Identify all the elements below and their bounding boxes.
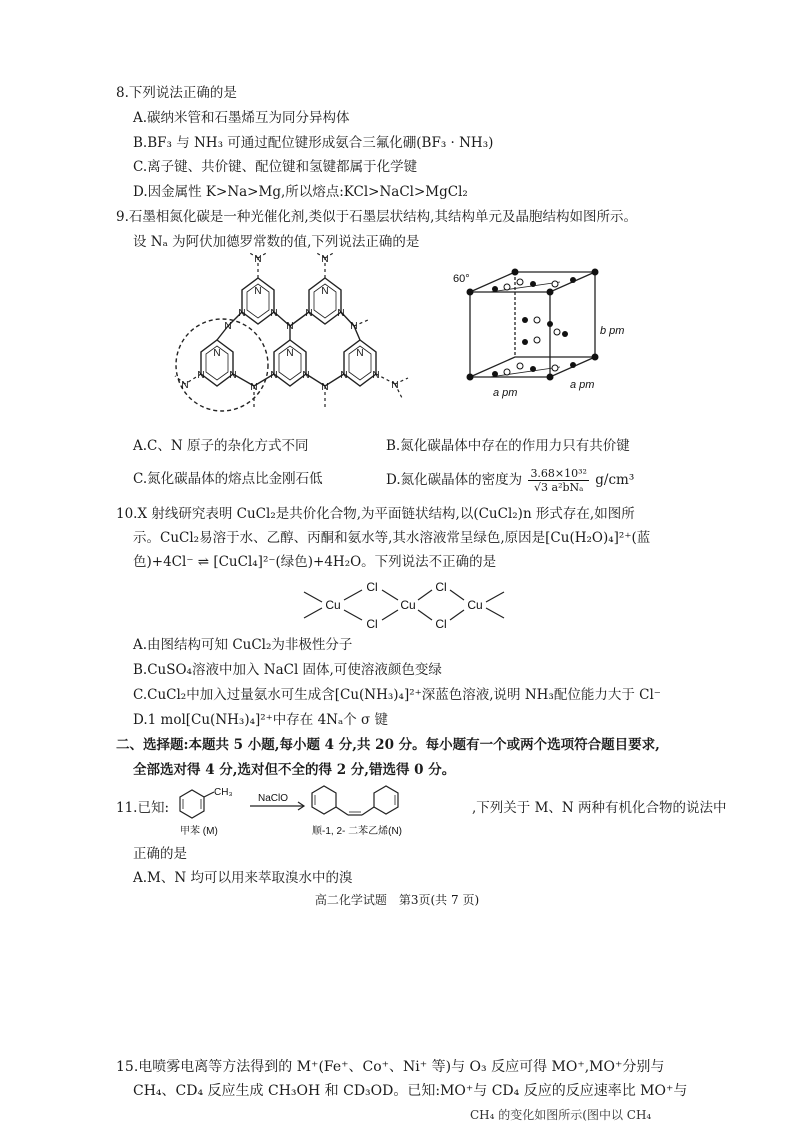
svg-text:a pm: a pm bbox=[570, 379, 595, 391]
svg-text:Cl: Cl bbox=[366, 617, 378, 631]
q15-line2: CH₄、CD₄ 反应生成 CH₃OH 和 CD₃OD。已知:MO⁺与 CD₄ 反应的反应速率比 MO⁺与 bbox=[133, 1083, 688, 1099]
q10-option-a: A.由图结构可知 CuCl₂为非极性分子 bbox=[133, 637, 353, 653]
q9-option-a: A.C、N 原子的杂化方式不同 bbox=[133, 438, 309, 454]
section2-heading-line2: 全部选对得 4 分,选对但不全的得 2 分,错选得 0 分。 bbox=[133, 762, 456, 778]
svg-text:Cu: Cu bbox=[400, 598, 416, 612]
q9-option-b: B.氮化碳晶体中存在的作用力只有共价键 bbox=[386, 438, 630, 454]
q8-option-a: A.碳纳米管和石墨烯互为同分异构体 bbox=[133, 110, 350, 126]
svg-text:a pm: a pm bbox=[493, 387, 518, 399]
q9-stem-line2: 设 Nₐ 为阿伏加德罗常数的值,下列说法正确的是 bbox=[133, 234, 420, 250]
svg-text:b pm: b pm bbox=[600, 325, 625, 337]
q9-option-c: C.氮化碳晶体的熔点比金刚石低 bbox=[133, 471, 323, 487]
svg-text:N: N bbox=[270, 308, 278, 319]
q9-stem-line1: 9.石墨相氮化碳是一种光催化剂,类似于石墨层状结构,其结构单元及晶胞结构如图所示。 bbox=[116, 209, 637, 225]
q11-prefix: 11.已知: bbox=[116, 800, 170, 816]
svg-text:N: N bbox=[321, 382, 329, 393]
svg-text:N: N bbox=[250, 382, 258, 393]
section2-heading-line1: 二、选择题:本题共 5 小题,每小题 4 分,共 20 分。每小题有一个或两个选项符合题目要求, bbox=[116, 737, 660, 753]
svg-text:N: N bbox=[286, 321, 294, 332]
svg-text:N: N bbox=[356, 348, 364, 359]
svg-text:N: N bbox=[321, 254, 329, 265]
svg-text:N: N bbox=[321, 286, 329, 297]
q8-option-c: C.离子键、共价键、配位键和氢键都属于化学键 bbox=[133, 159, 418, 175]
q15-line3-partial: CH₄ 的变化如图所示(图中以 CH₄ bbox=[470, 1108, 652, 1122]
svg-text:Cl: Cl bbox=[366, 580, 378, 594]
q9-option-d bbox=[386, 467, 634, 494]
density-denominator: √3 a²bNₐ bbox=[534, 481, 584, 494]
density-fraction bbox=[528, 467, 589, 494]
toluene-to-stilbene-reaction-figure bbox=[172, 783, 472, 839]
svg-text:N: N bbox=[350, 321, 358, 332]
svg-text:N: N bbox=[224, 321, 232, 332]
svg-text:NaClO: NaClO bbox=[258, 793, 289, 804]
svg-text:N: N bbox=[391, 380, 399, 391]
svg-text:N: N bbox=[197, 370, 205, 381]
q10-option-b: B.CuSO₄溶液中加入 NaCl 固体,可使溶液颜色变绿 bbox=[133, 662, 442, 678]
q10-stem-line1: 10.X 射线研究表明 CuCl₂是共价化合物,为平面链状结构,以(CuCl₂)n 形式存在,如图所 bbox=[116, 506, 635, 522]
q10-stem-line3: 色)+4Cl⁻ ⇌ [CuCl₄]²⁻(绿色)+4H₂O。下列说法不正确的是 bbox=[133, 554, 497, 570]
q15-line1: 15.电喷雾电离等方法得到的 M⁺(Fe⁺、Co⁺、Ni⁺ 等)与 O₃ 反应可得 MO⁺,MO⁺分别与 bbox=[116, 1059, 665, 1075]
svg-text:60°: 60° bbox=[453, 273, 470, 285]
svg-text:N: N bbox=[254, 286, 262, 297]
svg-text:N: N bbox=[286, 348, 294, 359]
svg-text:Cl: Cl bbox=[435, 580, 447, 594]
svg-text:Cu: Cu bbox=[325, 598, 341, 612]
svg-text:CH₃: CH₃ bbox=[214, 787, 233, 798]
svg-text:N: N bbox=[213, 348, 221, 359]
svg-text:N: N bbox=[254, 254, 262, 265]
unit-cell-figure bbox=[445, 262, 625, 402]
cucl2-chain-figure bbox=[300, 578, 510, 634]
svg-text:甲苯 (M): 甲苯 (M) bbox=[180, 826, 218, 837]
q10-stem-line2: 示。CuCl₂易溶于水、乙醇、丙酮和氨水等,其水溶液常呈绿色,原因是[Cu(H₂O)₄]²⁺(蓝 bbox=[133, 530, 651, 546]
svg-text:N: N bbox=[238, 308, 246, 319]
q8-option-b: B.BF₃ 与 NH₃ 可通过配位键形成氨合三氟化硼(BF₃ · NH₃) bbox=[133, 135, 494, 151]
density-unit: g/cm³ bbox=[595, 472, 635, 488]
svg-text:N: N bbox=[340, 370, 348, 381]
q9-option-d-prefix: D.氮化碳晶体的密度为 bbox=[386, 472, 523, 488]
svg-text:N: N bbox=[372, 370, 380, 381]
svg-text:N: N bbox=[270, 370, 278, 381]
carbon-nitride-structure-figure bbox=[170, 250, 415, 430]
q11-stem-continuation: ,下列关于 M、N 两种有机化合物的说法中 bbox=[472, 800, 727, 816]
q10-option-c: C.CuCl₂中加入过量氨水可生成含[Cu(NH₃)₄]²⁺深蓝色溶液,说明 NH₃配位能力大于 Cl⁻ bbox=[133, 687, 661, 703]
svg-text:Cu: Cu bbox=[467, 598, 483, 612]
density-numerator: 3.68×10³² bbox=[530, 467, 587, 480]
page-footer: 高二化学试题 第3页(共 7 页) bbox=[314, 893, 480, 907]
svg-text:N: N bbox=[229, 370, 237, 381]
svg-text:顺-1, 2- 二苯乙烯(N): 顺-1, 2- 二苯乙烯(N) bbox=[312, 826, 402, 837]
q8-stem: 8.下列说法正确的是 bbox=[116, 85, 237, 101]
q11-option-a: A.M、N 均可以用来萃取溴水中的溴 bbox=[133, 870, 353, 886]
svg-text:N: N bbox=[181, 380, 189, 391]
q8-option-d: D.因金属性 K>Na>Mg,所以熔点:KCl>NaCl>MgCl₂ bbox=[133, 184, 468, 200]
q10-option-d: D.1 mol[Cu(NH₃)₄]²⁺中存在 4Nₐ个 σ 键 bbox=[133, 712, 388, 728]
svg-text:Cl: Cl bbox=[435, 617, 447, 631]
svg-text:N: N bbox=[337, 308, 345, 319]
q11-stem-line2: 正确的是 bbox=[133, 846, 187, 862]
svg-text:N: N bbox=[305, 308, 313, 319]
svg-text:N: N bbox=[302, 370, 310, 381]
